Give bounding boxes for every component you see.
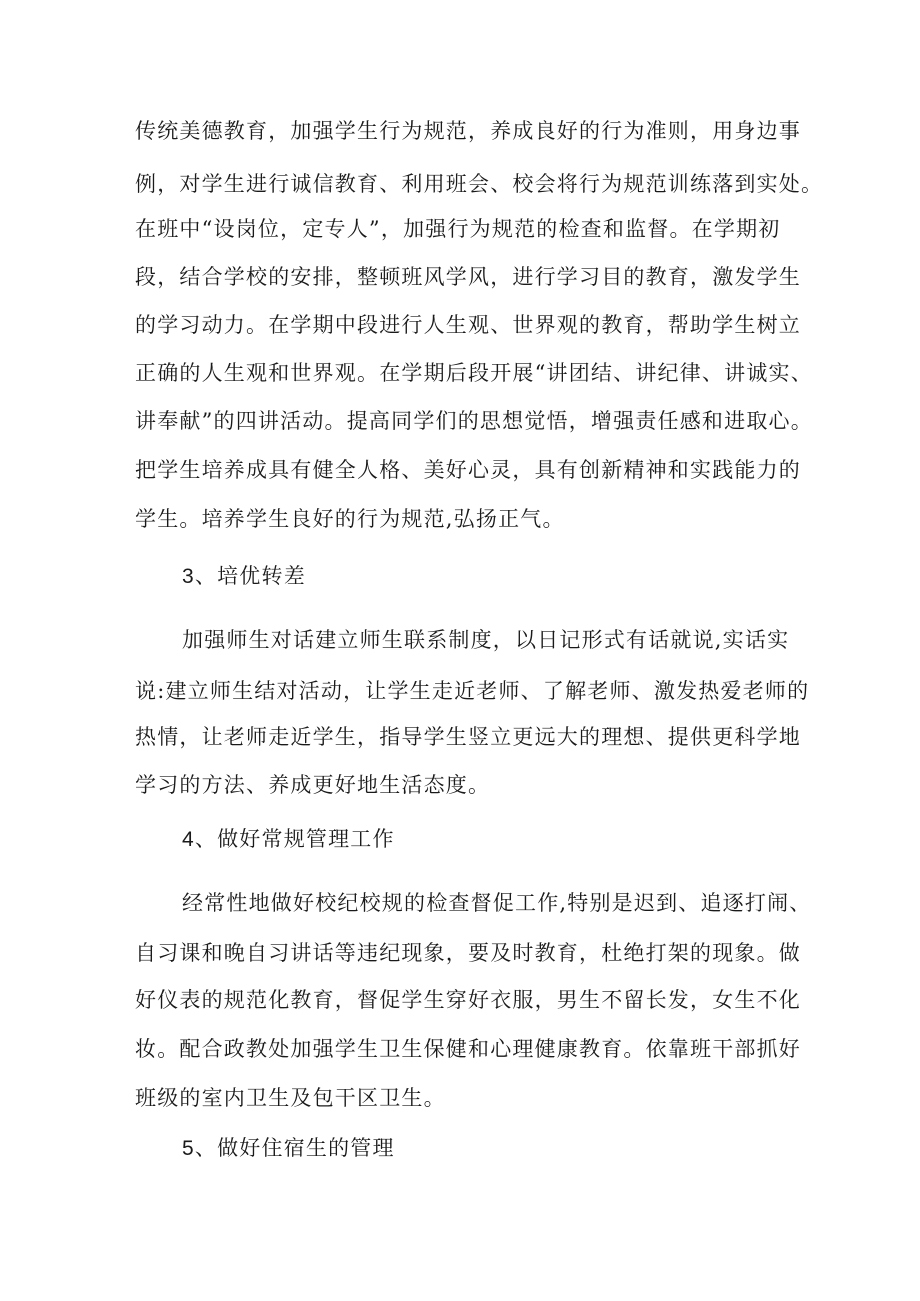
heading-text: 、做好常规管理工作: [194, 827, 395, 851]
paragraph-line: 经常性地做好校纪校规的检查督促工作,特别是迟到、追逐打闹、: [182, 891, 812, 915]
paragraph-line: 传统美德教育，加强学生行为规范，养成良好的行为准则，用身边事: [135, 119, 801, 143]
section-heading-5: [182, 1133, 842, 1164]
heading-text: 、培优转差: [194, 564, 306, 588]
heading-number: 3: [182, 565, 195, 588]
paragraph-line: 例，对学生进行诚信教育、利用班会、校会将行为规范训练落到实处。: [135, 172, 824, 196]
paragraph-line: 段，结合学校的安排，整顿班风学风，进行学习目的教育，激发学生: [135, 265, 801, 289]
paragraph-line: 班级的室内卫生及包干区卫生。: [135, 1086, 446, 1110]
heading-text: 、做好住宿生的管理: [194, 1136, 395, 1160]
paragraph-line: 妆。配合政教处加强学生卫生保健和心理健康教育。依靠班干部抓好: [135, 1037, 801, 1061]
paragraph-line: 的学习动力。在学期中段进行人生观、世界观的教育，帮助学生树立: [135, 313, 801, 337]
paragraph-line: 热情，让老师走近学生，指导学生竖立更远大的理想、提供更科学地: [135, 725, 801, 749]
paragraph-line: 学生。培养学生良好的行为规范,弘扬正气。: [135, 507, 565, 531]
heading-number: 5: [182, 1137, 195, 1160]
paragraph-line: 学习的方法、养成更好地生活态度。: [135, 773, 491, 797]
paragraph-line: 正确的人生观和世界观。在学期后段开展“讲团结、讲纪律、讲诚实、: [135, 361, 813, 385]
paragraph-line: 好仪表的规范化教育，督促学生穿好衣服，男生不留长发，女生不化: [135, 988, 801, 1012]
paragraph-line: 讲奉献”的四讲活动。提高同学们的思想觉悟，增强责任感和进取心。: [135, 409, 813, 433]
paragraph-line: 在班中“设岗位，定专人”，加强行为规范的检查和监督。在学期初: [135, 217, 781, 241]
paragraph-line: 加强师生对话建立师生联系制度，以日记形式有话就说,实话实: [182, 628, 790, 652]
paragraph-line: 说:建立师生结对活动，让学生走近老师、了解老师、激发热爱老师的: [135, 679, 810, 703]
section-heading-3: [182, 561, 842, 592]
section-heading-4: [182, 824, 842, 855]
paragraph-line: 自习课和晚自习讲话等违纪现象，要及时教育，杜绝打架的现象。做: [135, 941, 801, 965]
paragraph-line: 把学生培养成具有健全人格、美好心灵，具有创新精神和实践能力的: [135, 458, 801, 482]
heading-number: 4: [182, 828, 195, 851]
